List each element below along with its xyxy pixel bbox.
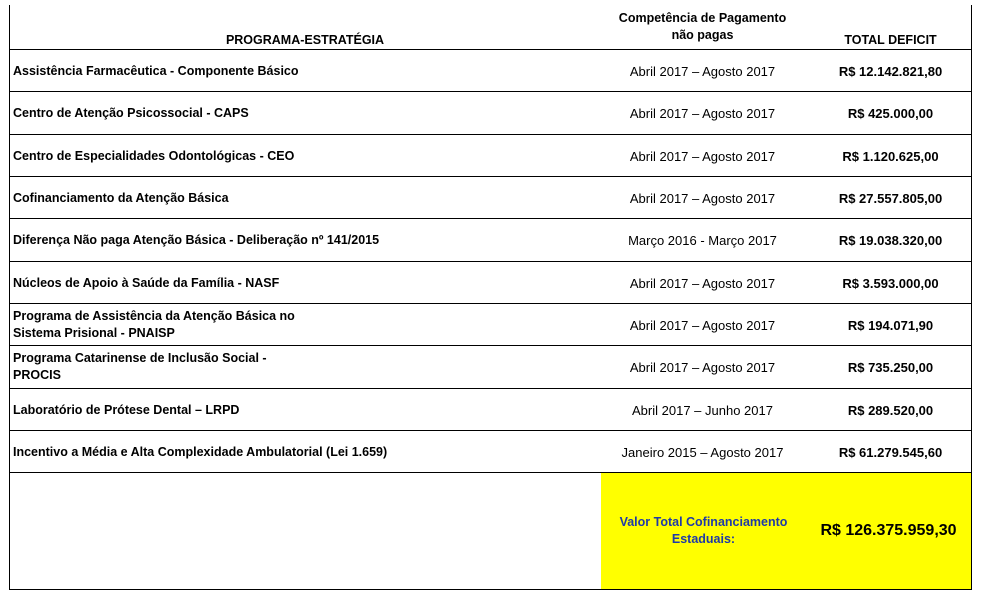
row-total: R$ 289.520,00 (847, 402, 934, 418)
row-program: Centro de Especialidades Odontológicas - CEO (13, 148, 295, 163)
table-row (10, 50, 971, 92)
row-program-line1: Programa Catarinense de Inclusão Social - (13, 351, 267, 365)
header-program: PROGRAMA-ESTRATÉGIA (225, 33, 385, 47)
summary-highlight (601, 473, 971, 589)
header-competencia (600, 10, 805, 44)
summary-label-line1: Valor Total Cofinanciamento (619, 515, 788, 529)
row-program: Incentivo a Média e Alta Complexidade Ambulatorial (Lei 1.659) (13, 444, 388, 459)
row-total: R$ 735.250,00 (847, 359, 934, 375)
row-total: R$ 27.557.805,00 (838, 190, 943, 206)
table-row (10, 135, 971, 177)
deficit-table (9, 5, 972, 590)
row-competencia: Abril 2017 – Agosto 2017 (629, 190, 776, 206)
row-total: R$ 1.120.625,00 (842, 148, 939, 164)
row-program: Laboratório de Prótese Dental – LRPD (13, 402, 240, 417)
row-competencia: Abril 2017 – Agosto 2017 (629, 359, 776, 375)
table-row (10, 431, 971, 473)
header-competencia-line2: não pagas (671, 28, 734, 42)
row-competencia: Abril 2017 – Agosto 2017 (629, 317, 776, 333)
row-program-line2: Sistema Prisional - PNAISP (13, 326, 175, 340)
row-program: Cofinanciamento da Atenção Básica (13, 190, 229, 205)
row-competencia: Abril 2017 – Agosto 2017 (629, 275, 776, 291)
table-row (10, 219, 971, 261)
row-program: Núcleos de Apoio à Saúde da Família - NASF (13, 275, 280, 290)
row-program-line1: Programa de Assistência da Atenção Básica no (13, 309, 295, 323)
table-row (10, 262, 971, 304)
row-program (13, 304, 483, 346)
table-row (10, 304, 971, 346)
row-total: R$ 12.142.821,80 (838, 63, 943, 79)
row-program: Centro de Atenção Psicossocial - CAPS (13, 105, 249, 120)
summary-label (601, 473, 806, 589)
summary-label-line2: Estaduais: (671, 532, 736, 546)
row-program (13, 346, 483, 388)
header-total: TOTAL DEFICIT (844, 33, 937, 47)
row-competencia: Março 2016 - Março 2017 (628, 232, 777, 248)
row-program: Assistência Farmacêutica - Componente Básico (13, 63, 299, 78)
table-row (10, 389, 971, 431)
row-competencia: Abril 2017 – Agosto 2017 (629, 63, 776, 79)
row-total: R$ 3.593.000,00 (842, 275, 939, 291)
row-total: R$ 194.071,90 (847, 317, 934, 333)
header-competencia-line1: Competência de Pagamento (618, 11, 787, 25)
row-total: R$ 19.038.320,00 (838, 232, 943, 248)
row-competencia: Janeiro 2015 – Agosto 2017 (621, 444, 784, 460)
row-program: Diferença Não paga Atenção Básica - Deliberação nº 141/2015 (13, 232, 380, 247)
row-competencia: Abril 2017 – Junho 2017 (632, 402, 773, 418)
row-total: R$ 425.000,00 (847, 105, 934, 121)
table-row (10, 346, 971, 388)
row-competencia: Abril 2017 – Agosto 2017 (629, 148, 776, 164)
row-competencia: Abril 2017 – Agosto 2017 (629, 105, 776, 121)
summary-total-value: R$ 126.375.959,30 (820, 522, 957, 539)
table-row (10, 177, 971, 219)
table-row (10, 92, 971, 134)
row-program-line2: PROCIS (13, 368, 61, 382)
row-total: R$ 61.279.545,60 (838, 444, 943, 460)
